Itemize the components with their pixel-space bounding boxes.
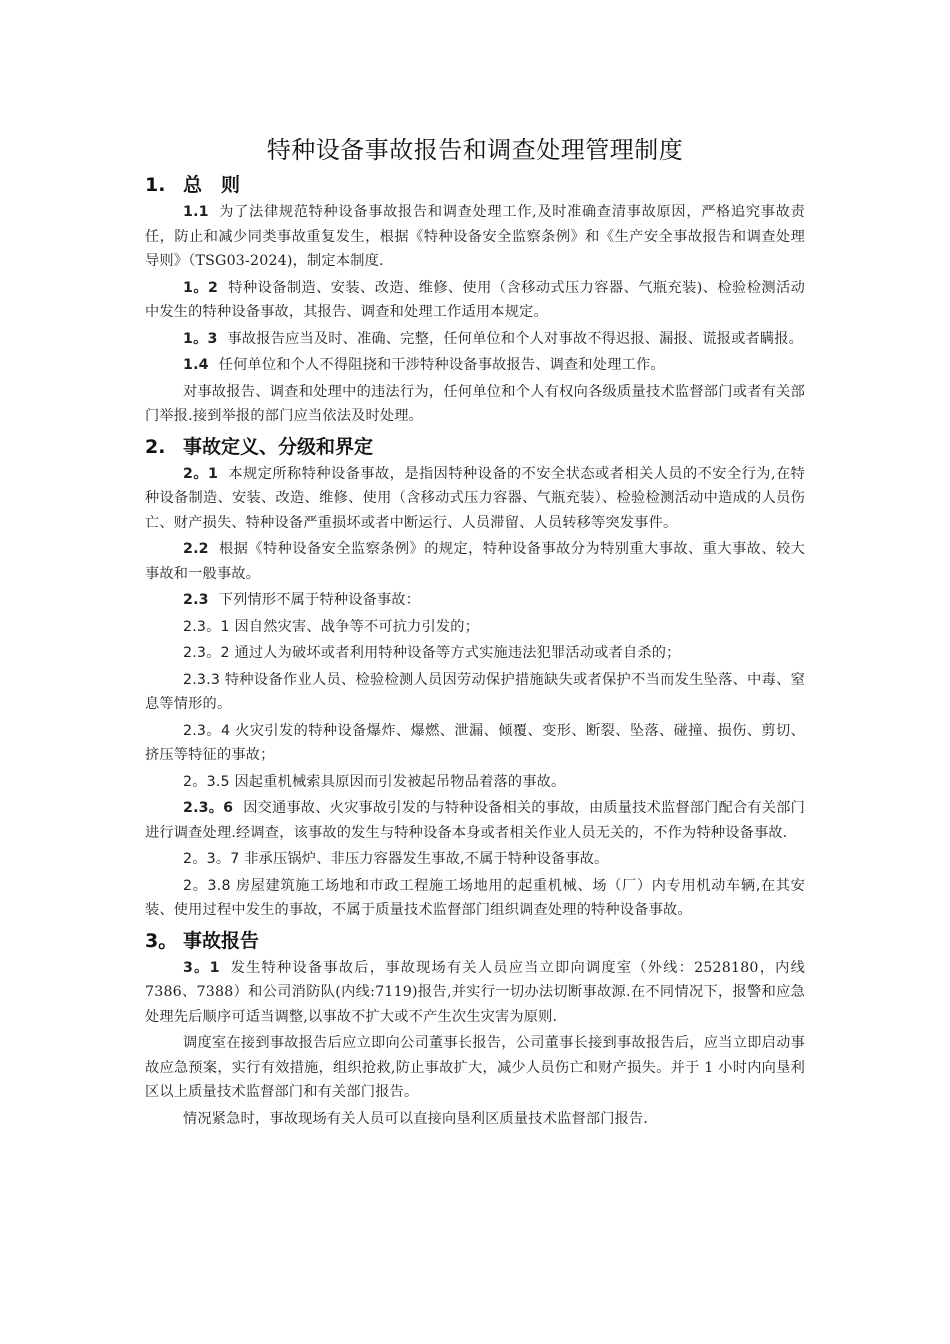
paragraph: [145, 380, 805, 429]
paragraph: [145, 1107, 805, 1132]
section-heading: [145, 434, 805, 461]
paragraph: [145, 200, 805, 274]
clause-number: 1。3: [183, 330, 218, 347]
paragraph: [145, 847, 805, 872]
paragraph: [145, 588, 805, 613]
paragraph: [145, 276, 805, 325]
clause-number: 2.2: [183, 541, 209, 557]
document-page: [145, 128, 805, 1131]
paragraph: [145, 537, 805, 586]
clause-number: 1。2: [183, 279, 219, 296]
paragraph: [145, 641, 805, 666]
paragraph: [145, 956, 805, 1030]
paragraph-text: 调度室在接到事故报告后应立即向公司董事长报告，公司董事长接到事故报告后，应当立即启动事故应急预案，实行有效措施，组织抢救,防止事故扩大，减少人员伤亡和财产损失。并于 1 小时内向垦利区以上质量技术监督部门和有关部门报告。: [145, 1035, 805, 1100]
paragraph: [145, 874, 805, 923]
section-title: 总 则: [183, 174, 241, 196]
paragraph: [145, 668, 805, 717]
clause-number: 1.1: [183, 204, 209, 220]
clause-number: 2.3: [183, 592, 209, 608]
paragraph-text: 特种设备制造、安装、改造、维修、使用（含移动式压力容器、气瓶充装)、检验检测活动中发生的特种设备事故，其报告、调查和处理工作适用本规定。: [145, 279, 806, 320]
paragraph-text: 本规定所称特种设备事故，是指因特种设备的不安全状态或者相关人员的不安全行为,在特种设备制造、安装、改造、维修、使用（含移动式压力容器、气瓶充装）、检验检测活动中造成的人员伤亡、财产损失、特种设备严重损坏或者中断运行、人员滞留、人员转移等突发事件。: [145, 465, 806, 531]
section-number: 1.: [145, 174, 166, 196]
paragraph: [145, 462, 805, 536]
clause-number: 1.4: [183, 357, 209, 373]
paragraph-text: 发生特种设备事故后，事故现场有关人员应当立即向调度室（外线：2528180，内线 7386、7388）和公司消防队(内线:7119)报告,并实行一切办法切断事故源.在不同情况下，报警和应急处理先后顺序可适当调整,以事故不扩大或不产生次生灾害为原则.: [145, 959, 805, 1025]
section-title: 事故定义、分级和界定: [183, 435, 374, 458]
clause-number: 2。1: [183, 465, 219, 482]
paragraph: [145, 615, 805, 640]
paragraph-text: 2.3。2 通过人为破坏或者利用特种设备等方式实施违法犯罪活动或者自杀的；: [183, 645, 681, 661]
document-title: 特种设备事故报告和调查处理管理制度: [266, 136, 684, 164]
paragraph-text: 2.3。4 火灾引发的特种设备爆炸、爆燃、泄漏、倾覆、变形、断裂、坠落、碰撞、损伤、剪切、挤压等特征的事故；: [145, 722, 805, 763]
section-title: 事故报告: [183, 929, 260, 952]
section-number: 2.: [145, 435, 166, 458]
paragraph-text: 对事故报告、调查和处理中的违法行为，任何单位和个人有权向各级质量技术监督部门或者有关部门举报.接到举报的部门应当依法及时处理。: [145, 383, 805, 424]
paragraph-text: 因交通事故、火灾事故引发的与特种设备相关的事故，由质量技术监督部门配合有关部门进行调查处理.经调查，该事故的发生与特种设备本身或者相关作业人员无关的，不作为特种设备事故.: [145, 800, 805, 841]
paragraph: [145, 353, 805, 378]
paragraph-text: 事故报告应当及时、准确、完整，任何单位和个人对事故不得迟报、漏报、谎报或者瞒报。: [227, 330, 804, 347]
section-heading: [145, 928, 805, 955]
paragraph-text: 2。3.5 因起重机械索具原因而引发被起吊物品着落的事故。: [183, 773, 566, 790]
paragraph-text: 下列情形不属于特种设备事故：: [218, 592, 421, 608]
paragraph: [145, 770, 805, 795]
section-number: 3。: [145, 929, 178, 952]
paragraph-text: 根据《特种设备安全监察条例》的规定，特种设备事故分为特别重大事故、重大事故、较大事故和一般事故。: [145, 541, 805, 582]
paragraph-text: 为了法律规范特种设备事故报告和调查处理工作,及时准确查清事故原因，严格追究事故责任，防止和减少同类事故重复发生，根据《特种设备安全监察条例》和《生产安全事故报告和调查处理导则》（TSG03-2024)，制定本制度.: [145, 204, 805, 269]
paragraph-text: 2.3。1 因自然灾害、战争等不可抗力引发的；: [183, 618, 480, 635]
paragraph: [145, 719, 805, 768]
section-heading: [145, 172, 805, 199]
paragraph-text: 情况紧急时，事故现场有关人员可以直接向垦利区质量技术监督部门报告.: [183, 1110, 649, 1127]
paragraph-text: 2.3.3 特种设备作业人员、检验检测人员因劳动保护措施缺失或者保护不当而发生坠落、中毒、窒息等情形的。: [145, 671, 805, 712]
paragraph-text: 2。3.8 房屋建筑施工场地和市政工程施工场地用的起重机械、场（厂）内专用机动车辆,在其安装、使用过程中发生的事故，不属于质量技术监督部门组织调查处理的特种设备事故。: [145, 877, 805, 918]
paragraph: [145, 327, 805, 352]
paragraph: [145, 1031, 805, 1105]
paragraph-text: 任何单位和个人不得阻挠和干涉特种设备事故报告、调查和处理工作。: [218, 357, 665, 373]
clause-number: 3。1: [183, 959, 220, 976]
clause-number: 2.3。6: [183, 800, 234, 816]
paragraph: [145, 796, 805, 845]
paragraph-text: 2。3。7 非承压锅炉、非压力容器发生事故,不属于特种设备事故。: [183, 851, 609, 867]
